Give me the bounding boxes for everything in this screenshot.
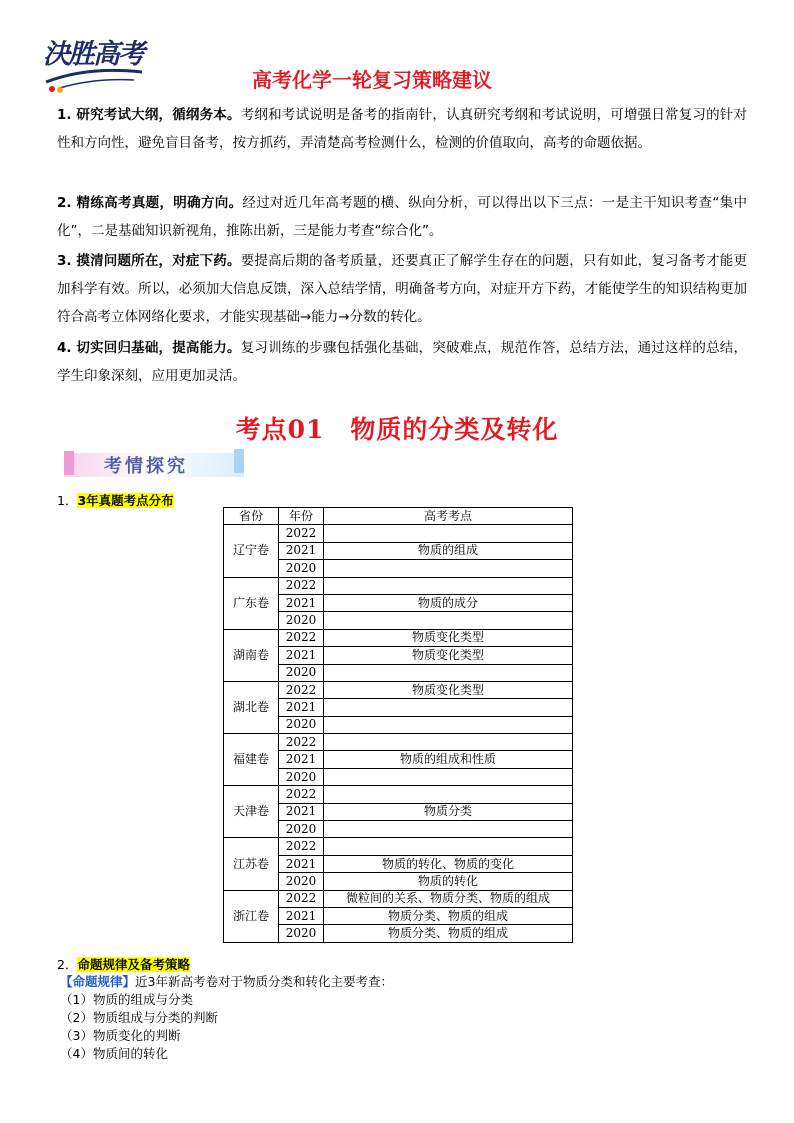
strategy-body: 要提高后期的备考质量，还要真正了解学生存在的问题，只有如此，复习备考才能更加科学有效。所以，必须加大信息反馈，深入总结学情，明确备考方向，对症开方下药，才能使学生的知识结构更加符合高考立体网络化要求，才能实现基础→能力→分数的转化。 [57,253,747,325]
year-cell: 2020 [279,664,324,681]
year-cell: 2020 [279,821,324,838]
header-exam-point: 高考考点 [324,508,573,525]
year-cell: 2021 [279,803,324,820]
strategy-paragraph-2 [57,189,747,245]
exam-point-cell: 物质的组成 [324,542,573,559]
rules-item: （2）物质组成与分类的判断 [60,1010,218,1025]
province-cell: 湖北卷 [224,681,279,733]
year-cell: 2022 [279,577,324,594]
province-cell: 辽宁卷 [224,525,279,577]
exam-point-cell: 物质分类、物质的组成 [324,925,573,942]
strategy-body: 复习训练的步骤包括强化基础，突破难点，规范作答，总结方法，通过这样的总结，学生印象深刻，应用更加灵活。 [57,340,747,384]
year-cell: 2020 [279,873,324,890]
banner-text: 考情探究 [104,456,188,477]
exam-point-cell: 物质的转化 [324,873,573,890]
exam-point-cell [324,734,573,751]
table-body [224,525,573,942]
province-cell: 湖南卷 [224,629,279,681]
strategy-body: 经过对近几年高考题的横、纵向分析，可以得出以下三点：一是主干知识考查“集中化”，二是基础知识新视角，推陈出新，三是能力考查“综合化”。 [57,195,747,239]
year-cell: 2021 [279,647,324,664]
table-header-row [224,508,573,525]
province-cell: 江苏卷 [224,838,279,890]
year-cell: 2022 [279,786,324,803]
sub-heading-label: 命题规律及备考策略 [77,957,190,972]
strategy-paragraph-1 [57,101,747,157]
logo [38,32,148,94]
exam-point-cell: 物质的成分 [324,594,573,611]
exam-point-cell: 物质的转化、物质的变化 [324,855,573,872]
exam-point-cell [324,716,573,733]
province-cell: 福建卷 [224,734,279,786]
table-row [224,890,573,907]
exam-point-cell [324,560,573,577]
year-cell: 2022 [279,525,324,542]
exam-point-cell [324,699,573,716]
page-title: 高考化学一轮复习策略建议 [252,68,492,92]
year-cell: 2021 [279,855,324,872]
table-row [224,629,573,646]
year-cell: 2021 [279,907,324,924]
header-province: 省份 [224,508,279,525]
exam-point-cell [324,525,573,542]
header-year: 年份 [279,508,324,525]
rules-item: （4）物质间的转化 [60,1046,168,1061]
year-cell: 2020 [279,768,324,785]
logo-text: 決胜高考 [43,39,143,70]
year-cell: 2020 [279,612,324,629]
sub-heading-distribution [57,491,174,509]
table-row [224,525,573,542]
province-cell: 广东卷 [224,577,279,629]
exam-point-cell [324,577,573,594]
strategy-lead: 1. 研究考试大纲，循纲务本。 [57,107,241,123]
year-cell: 2020 [279,925,324,942]
strategy-body: 考纲和考试说明是备考的指南针，认真研究考纲和考试说明，可增强日常复习的针对性和方向性，避免盲目备考，按方抓药，弄清楚高考检测什么，检测的价值取向，高考的命题依据。 [57,107,747,151]
rules-tag: 【命题规律】 [60,974,136,989]
sub-heading-label: 3年真题考点分布 [77,493,174,508]
year-cell: 2021 [279,699,324,716]
banner-accent-right [234,449,244,473]
section-title: 考点01 物质的分类及转化 [235,415,559,444]
exam-point-cell [324,821,573,838]
strategy-paragraph-3 [57,247,747,331]
exam-point-cell [324,786,573,803]
section-banner [64,449,244,481]
year-cell: 2022 [279,734,324,751]
sub-heading-rules [57,955,190,973]
strategy-lead: 2. 精练高考真题，明确方向。 [57,195,243,211]
year-cell: 2022 [279,890,324,907]
table-row [224,838,573,855]
exam-point-cell: 微粒间的关系、物质分类、物质的组成 [324,890,573,907]
exam-point-cell: 物质的组成和性质 [324,751,573,768]
year-cell: 2020 [279,560,324,577]
rules-intro-line [60,973,393,991]
year-cell: 2020 [279,716,324,733]
rules-intro: 近3年新高考卷对于物质分类和转化主要考查： [135,974,393,989]
exam-point-cell: 物质变化类型 [324,647,573,664]
exam-point-cell: 物质分类 [324,803,573,820]
rules-item: （3）物质变化的判断 [60,1028,181,1043]
exam-point-cell [324,664,573,681]
banner-accent-left [64,451,74,475]
year-cell: 2021 [279,542,324,559]
table-row [224,734,573,751]
year-cell: 2022 [279,681,324,698]
table-row [224,577,573,594]
year-cell: 2022 [279,838,324,855]
rules-item: （1）物质的组成与分类 [60,992,193,1007]
year-cell: 2021 [279,594,324,611]
year-cell: 2022 [279,629,324,646]
table-row [224,681,573,698]
sub-heading-number: 1． [57,493,78,508]
rules-block [60,973,393,1063]
exam-point-cell: 物质分类、物质的组成 [324,907,573,924]
province-cell: 天津卷 [224,786,279,838]
sub-heading-number: 2． [57,957,78,972]
exam-distribution-table [223,507,573,943]
exam-point-cell [324,768,573,785]
strategy-lead: 4. 切实回归基础，提高能力。 [57,340,241,356]
exam-point-cell: 物质变化类型 [324,629,573,646]
strategy-lead: 3. 摸清问题所在，对症下药。 [57,253,241,269]
year-cell: 2021 [279,751,324,768]
exam-point-cell [324,838,573,855]
table-row [224,786,573,803]
strategy-paragraph-4 [57,334,747,390]
exam-point-cell [324,612,573,629]
exam-point-cell: 物质变化类型 [324,681,573,698]
province-cell: 浙江卷 [224,890,279,942]
